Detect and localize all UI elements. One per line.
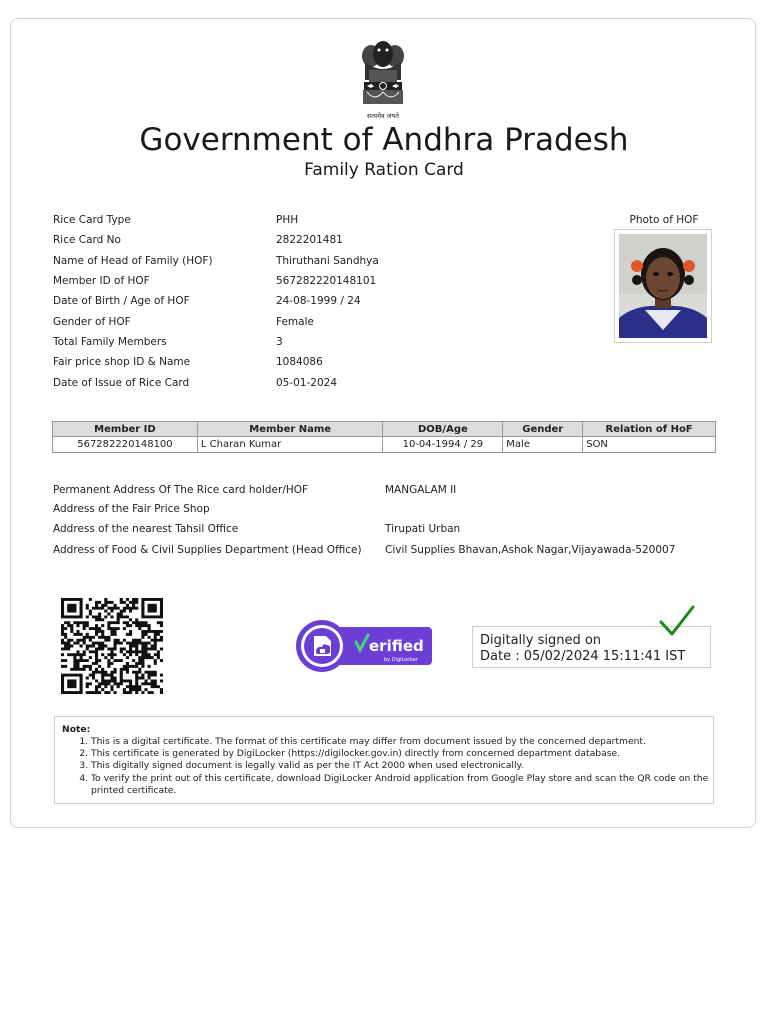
detail-value: 2822201481 xyxy=(276,234,343,246)
address-label: Address of Food & Civil Supplies Department (Head Office) xyxy=(53,544,362,556)
signature-date: Date : 05/02/2024 15:11:41 IST xyxy=(480,649,686,664)
detail-value: Female xyxy=(276,316,314,328)
column-header: Gender xyxy=(503,422,583,437)
members-table xyxy=(52,421,716,453)
qr-finder-pattern xyxy=(61,674,83,694)
detail-value: 567282220148101 xyxy=(276,275,377,287)
detail-label: Date of Birth / Age of HOF xyxy=(53,295,190,307)
detail-label: Gender of HOF xyxy=(53,316,131,328)
detail-value: PHH xyxy=(276,214,299,226)
address-value: Tirupati Urban xyxy=(385,523,461,535)
detail-value: 1084086 xyxy=(276,356,323,368)
member-name-cell: L Charan Kumar xyxy=(197,437,383,453)
member-dob-cell: 10-04-1994 / 29 xyxy=(383,437,503,453)
table-row xyxy=(53,437,716,453)
member-relation-cell: SON xyxy=(583,437,716,453)
note-item: 3. This digitally signed document is legally valid as per the IT Act 2000 when used electronically. xyxy=(91,760,721,772)
qr-finder-pattern xyxy=(141,598,163,618)
detail-label: Name of Head of Family (HOF) xyxy=(53,255,213,267)
member-gender-cell: Male xyxy=(503,437,583,453)
verified-badge-text: erified xyxy=(369,637,424,655)
signature-check-icon xyxy=(658,604,696,640)
qr-finder-pattern xyxy=(61,598,83,618)
note-item: 4. To verify the print out of this certificate, download DigiLocker Android application from Google Play store and scan the QR code on the printed certificate. xyxy=(91,773,721,797)
detail-label: Date of Issue of Rice Card xyxy=(53,377,190,389)
address-label: Address of the Fair Price Shop xyxy=(53,503,210,515)
detail-label: Rice Card Type xyxy=(53,214,131,226)
state-emblem-icon xyxy=(355,40,411,122)
note-item: 1. This is a digital certificate. The format of this certificate may differ from document issued by the concerned department. xyxy=(91,736,721,748)
detail-label: Total Family Members xyxy=(53,336,167,348)
page-subtitle: Family Ration Card xyxy=(304,160,464,180)
verified-badge-subtext: by DigiLocker xyxy=(384,657,418,663)
table-header-row xyxy=(53,422,716,437)
page-title: Government of Andhra Pradesh xyxy=(139,122,629,158)
photo-label: Photo of HOF xyxy=(629,214,699,226)
address-value: MANGALAM II xyxy=(385,484,457,496)
member-id-cell: 567282220148100 xyxy=(53,437,198,453)
hof-photo-image xyxy=(615,230,711,342)
note-title: Note: xyxy=(62,724,91,735)
address-label: Permanent Address Of The Rice card holder/HOF xyxy=(53,484,309,496)
signature-line-1: Digitally signed on xyxy=(480,633,602,648)
emblem-motto: सत्यमेव जयते xyxy=(367,112,399,120)
detail-value: Thiruthani Sandhya xyxy=(276,255,379,267)
column-header: Relation of HoF xyxy=(583,422,716,437)
detail-label: Rice Card No xyxy=(53,234,121,246)
detail-value: 05-01-2024 xyxy=(276,377,338,389)
column-header: DOB/Age xyxy=(383,422,503,437)
note-list xyxy=(67,736,721,797)
detail-label: Member ID of HOF xyxy=(53,275,150,287)
qr-code xyxy=(61,598,163,694)
detail-value: 24-08-1999 / 24 xyxy=(276,295,361,307)
address-value: Civil Supplies Bhavan,Ashok Nagar,Vijayawada-520007 xyxy=(385,544,676,556)
address-label: Address of the nearest Tahsil Office xyxy=(53,523,239,535)
hof-photo xyxy=(614,229,712,343)
detail-label: Fair price shop ID & Name xyxy=(53,356,191,368)
note-box xyxy=(54,716,714,804)
note-item: 2. This certificate is generated by DigiLocker (https://digilocker.gov.in) directly from concerned department database. xyxy=(91,748,721,760)
digilocker-verified-badge xyxy=(296,620,432,672)
detail-value: 3 xyxy=(276,336,283,348)
column-header: Member ID xyxy=(53,422,198,437)
column-header: Member Name xyxy=(197,422,383,437)
